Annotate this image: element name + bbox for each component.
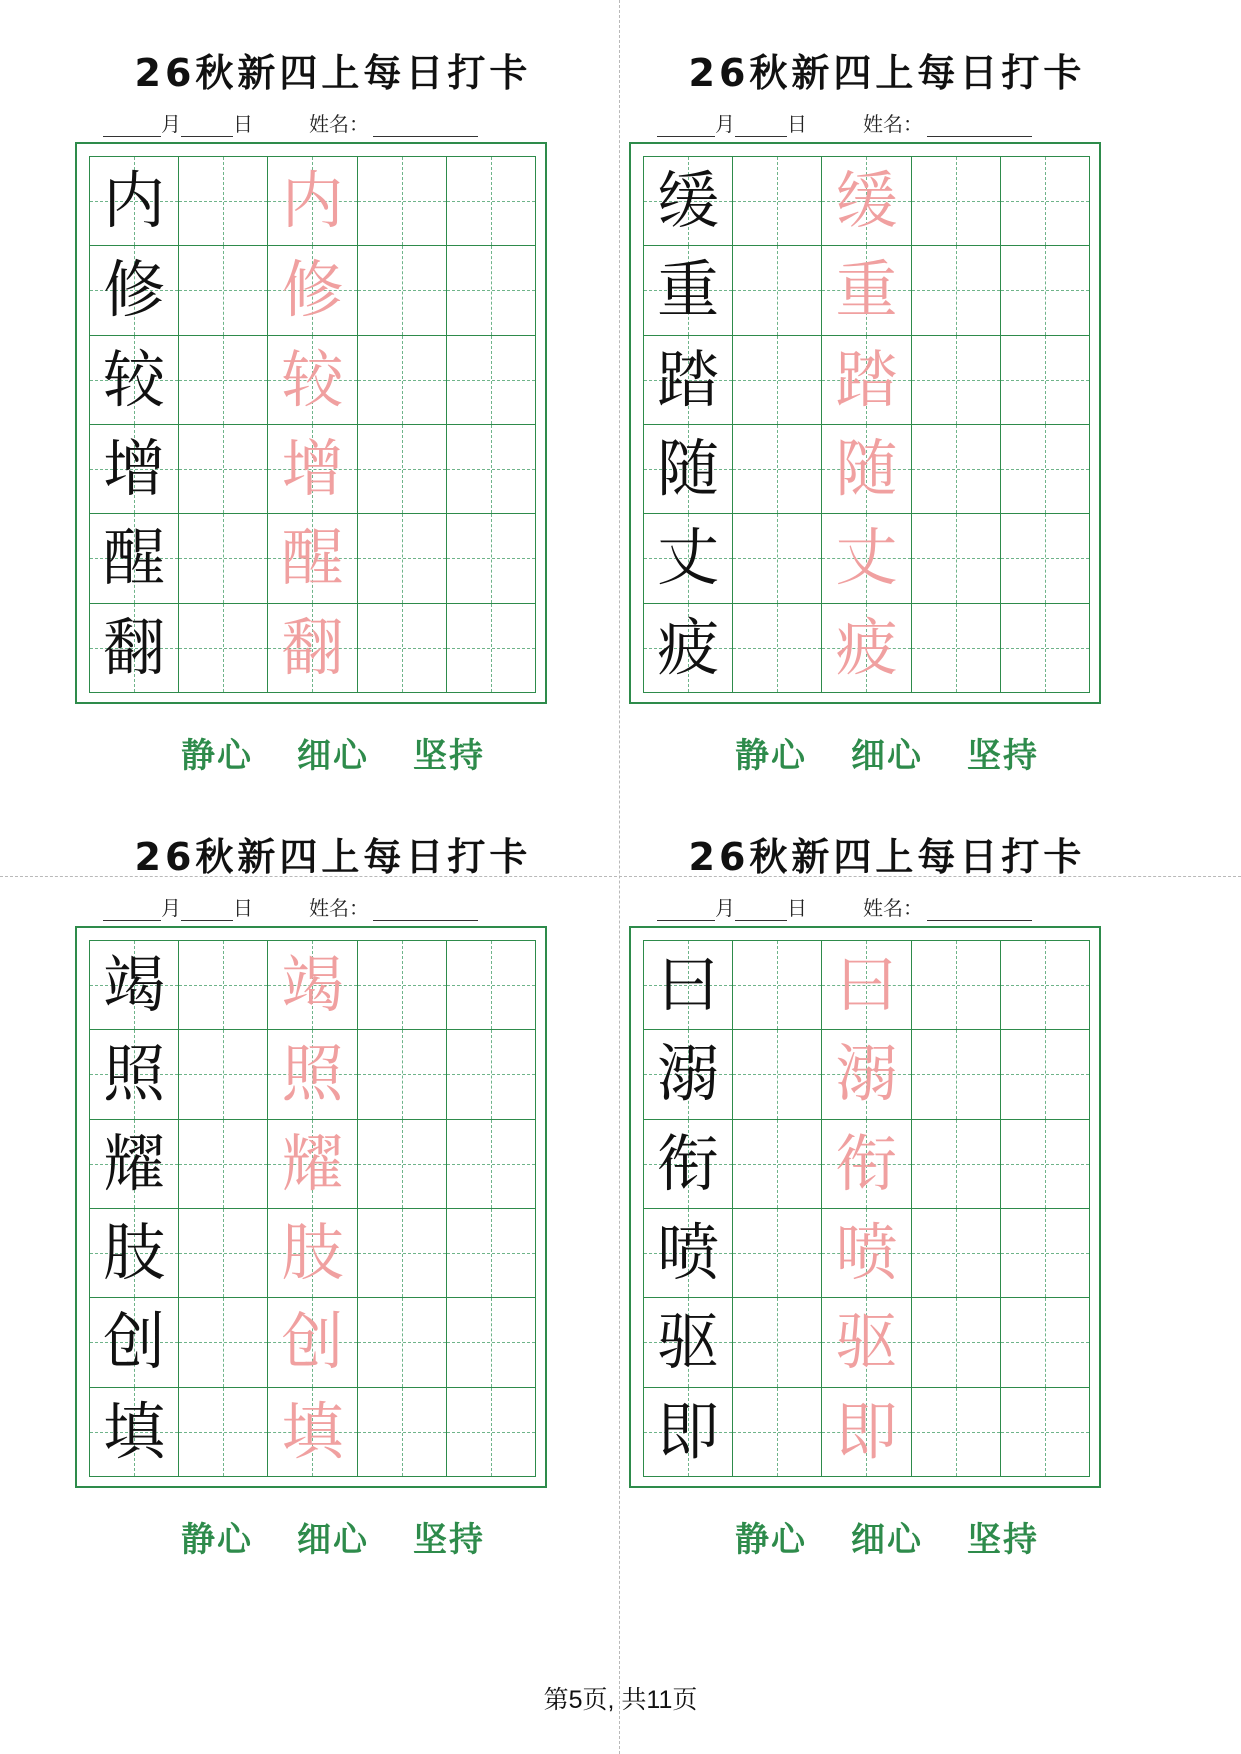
writing-grid-frame	[629, 926, 1101, 1488]
trace-character: 修	[281, 253, 344, 327]
trace-character: 填	[281, 1394, 344, 1468]
blank-practice-cell[interactable]	[447, 157, 536, 246]
model-character: 内	[103, 164, 166, 238]
blank-practice-cell[interactable]	[912, 1209, 1001, 1298]
blank-practice-cell[interactable]	[179, 1388, 268, 1477]
motto-word: 静心	[735, 736, 807, 776]
blank-practice-cell[interactable]	[447, 246, 536, 335]
blank-practice-cell[interactable]	[447, 336, 536, 425]
writing-grid-frame	[629, 142, 1101, 704]
motto-line	[617, 1512, 1157, 1561]
trace-character: 竭	[281, 948, 344, 1022]
model-cell	[90, 1388, 179, 1477]
trace-cell[interactable]	[822, 1298, 911, 1387]
day-label: 日	[233, 896, 253, 920]
trace-character: 翻	[281, 610, 344, 684]
blank-practice-cell[interactable]	[912, 514, 1001, 603]
blank-practice-cell[interactable]	[358, 604, 447, 693]
model-character: 丈	[657, 521, 720, 595]
blank-practice-cell[interactable]	[1001, 1120, 1090, 1209]
motto-word: 细心	[851, 1520, 923, 1560]
practice-card	[617, 0, 1157, 860]
trace-character: 增	[281, 432, 344, 506]
month-label: 月	[715, 112, 735, 136]
blank-practice-cell[interactable]	[1001, 941, 1090, 1030]
blank-practice-cell[interactable]	[358, 941, 447, 1030]
model-cell	[644, 604, 733, 693]
model-character: 肢	[103, 1216, 166, 1290]
card-title: 26秋新四上每日打卡	[688, 51, 1086, 95]
trace-cell[interactable]	[268, 1298, 357, 1387]
blank-practice-cell[interactable]	[912, 157, 1001, 246]
model-cell	[90, 941, 179, 1030]
card-title: 26秋新四上每日打卡	[134, 51, 532, 95]
trace-cell[interactable]	[268, 1120, 357, 1209]
blank-practice-cell[interactable]	[912, 604, 1001, 693]
trace-cell[interactable]	[822, 1030, 911, 1119]
blank-practice-cell[interactable]	[912, 1388, 1001, 1477]
blank-practice-cell[interactable]	[733, 604, 822, 693]
trace-character: 醒	[281, 521, 344, 595]
blank-practice-cell[interactable]	[733, 514, 822, 603]
model-character: 照	[103, 1037, 166, 1111]
model-cell	[90, 1030, 179, 1119]
writing-grid	[89, 940, 536, 1477]
model-character: 溺	[657, 1037, 720, 1111]
blank-practice-cell[interactable]	[733, 1388, 822, 1477]
blank-practice-cell[interactable]	[1001, 604, 1090, 693]
day-label: 日	[787, 112, 807, 136]
blank-practice-cell[interactable]	[912, 336, 1001, 425]
month-label: 月	[161, 112, 181, 136]
blank-practice-cell[interactable]	[912, 1030, 1001, 1119]
model-character: 曰	[657, 948, 720, 1022]
name-label: 姓名：	[863, 112, 923, 136]
blank-practice-cell[interactable]	[447, 941, 536, 1030]
day-blank[interactable]	[735, 116, 787, 137]
motto-word: 坚持	[413, 736, 485, 776]
blank-practice-cell[interactable]	[733, 1030, 822, 1119]
motto-word: 坚持	[413, 1520, 485, 1560]
model-character: 缓	[657, 164, 720, 238]
blank-practice-cell[interactable]	[733, 1298, 822, 1387]
motto-word: 细心	[851, 736, 923, 776]
blank-practice-cell[interactable]	[179, 157, 268, 246]
day-blank[interactable]	[181, 900, 233, 921]
model-cell	[90, 157, 179, 246]
trace-character: 丈	[835, 521, 898, 595]
model-character: 醒	[103, 521, 166, 595]
motto-line	[63, 728, 603, 777]
trace-cell[interactable]	[268, 425, 357, 514]
blank-practice-cell[interactable]	[179, 1120, 268, 1209]
trace-character: 驱	[835, 1305, 898, 1379]
model-cell	[90, 246, 179, 335]
month-label: 月	[161, 896, 181, 920]
blank-practice-cell[interactable]	[358, 1209, 447, 1298]
trace-character: 耀	[281, 1126, 344, 1200]
model-cell	[90, 1120, 179, 1209]
trace-cell[interactable]	[268, 336, 357, 425]
practice-card	[63, 784, 603, 1644]
motto-word: 静心	[735, 1520, 807, 1560]
blank-practice-cell[interactable]	[179, 604, 268, 693]
blank-practice-cell[interactable]	[447, 1209, 536, 1298]
trace-cell[interactable]	[822, 1209, 911, 1298]
trace-character: 疲	[835, 610, 898, 684]
blank-practice-cell[interactable]	[447, 514, 536, 603]
model-cell	[90, 336, 179, 425]
trace-cell[interactable]	[822, 425, 911, 514]
model-character: 耀	[103, 1126, 166, 1200]
motto-line	[617, 728, 1157, 777]
blank-practice-cell[interactable]	[733, 425, 822, 514]
blank-practice-cell[interactable]	[447, 1298, 536, 1387]
name-blank[interactable]	[927, 116, 1032, 137]
name-label: 姓名：	[863, 896, 923, 920]
day-blank[interactable]	[735, 900, 787, 921]
blank-practice-cell[interactable]	[733, 336, 822, 425]
day-blank[interactable]	[181, 116, 233, 137]
name-label: 姓名：	[309, 896, 369, 920]
blank-practice-cell[interactable]	[358, 336, 447, 425]
month-label: 月	[715, 896, 735, 920]
writing-grid-frame	[75, 142, 547, 704]
blank-practice-cell[interactable]	[1001, 514, 1090, 603]
trace-character: 重	[835, 253, 898, 327]
writing-grid-frame	[75, 926, 547, 1488]
trace-cell[interactable]	[268, 157, 357, 246]
trace-cell[interactable]	[822, 941, 911, 1030]
trace-character: 随	[835, 432, 898, 506]
blank-practice-cell[interactable]	[358, 1388, 447, 1477]
blank-practice-cell[interactable]	[1001, 1388, 1090, 1477]
blank-practice-cell[interactable]	[912, 246, 1001, 335]
month-blank[interactable]	[657, 116, 715, 137]
trace-cell[interactable]	[822, 1388, 911, 1477]
practice-card	[63, 0, 603, 860]
blank-practice-cell[interactable]	[358, 1030, 447, 1119]
blank-practice-cell[interactable]	[1001, 157, 1090, 246]
blank-practice-cell[interactable]	[1001, 336, 1090, 425]
blank-practice-cell[interactable]	[358, 246, 447, 335]
trace-cell[interactable]	[822, 604, 911, 693]
model-character: 疲	[657, 610, 720, 684]
blank-practice-cell[interactable]	[179, 1030, 268, 1119]
date-name-line	[103, 108, 563, 134]
blank-practice-cell[interactable]	[1001, 1030, 1090, 1119]
trace-cell[interactable]	[268, 604, 357, 693]
blank-practice-cell[interactable]	[447, 604, 536, 693]
model-character: 喷	[657, 1216, 720, 1290]
trace-character: 即	[835, 1394, 898, 1468]
motto-word: 细心	[297, 1520, 369, 1560]
model-character: 填	[103, 1394, 166, 1468]
model-cell	[90, 604, 179, 693]
model-cell	[90, 514, 179, 603]
model-cell	[644, 1030, 733, 1119]
blank-practice-cell[interactable]	[1001, 425, 1090, 514]
date-name-line	[657, 108, 1117, 134]
trace-character: 曰	[835, 948, 898, 1022]
blank-practice-cell[interactable]	[179, 246, 268, 335]
blank-practice-cell[interactable]	[1001, 246, 1090, 335]
model-character: 重	[657, 253, 720, 327]
month-blank[interactable]	[657, 900, 715, 921]
trace-character: 溺	[835, 1037, 898, 1111]
model-character: 竭	[103, 948, 166, 1022]
model-character: 增	[103, 432, 166, 506]
model-character: 衔	[657, 1126, 720, 1200]
blank-practice-cell[interactable]	[912, 425, 1001, 514]
model-cell	[644, 941, 733, 1030]
card-title: 26秋新四上每日打卡	[134, 835, 532, 879]
name-blank[interactable]	[373, 116, 478, 137]
trace-cell[interactable]	[268, 1030, 357, 1119]
trace-cell[interactable]	[268, 941, 357, 1030]
blank-practice-cell[interactable]	[179, 941, 268, 1030]
blank-practice-cell[interactable]	[179, 1298, 268, 1387]
blank-practice-cell[interactable]	[447, 1030, 536, 1119]
blank-practice-cell[interactable]	[358, 514, 447, 603]
writing-grid	[643, 940, 1090, 1477]
month-blank[interactable]	[103, 900, 161, 921]
name-blank[interactable]	[927, 900, 1032, 921]
trace-cell[interactable]	[822, 514, 911, 603]
model-cell	[90, 1298, 179, 1387]
blank-practice-cell[interactable]	[179, 425, 268, 514]
model-character: 随	[657, 432, 720, 506]
blank-practice-cell[interactable]	[447, 1388, 536, 1477]
model-cell	[644, 157, 733, 246]
trace-cell[interactable]	[822, 1120, 911, 1209]
motto-word: 坚持	[967, 1520, 1039, 1560]
blank-practice-cell[interactable]	[358, 1298, 447, 1387]
day-label: 日	[233, 112, 253, 136]
trace-character: 照	[281, 1037, 344, 1111]
blank-practice-cell[interactable]	[358, 425, 447, 514]
model-cell	[644, 1298, 733, 1387]
trace-cell[interactable]	[268, 1388, 357, 1477]
motto-word: 静心	[181, 1520, 253, 1560]
trace-character: 较	[281, 342, 344, 416]
month-blank[interactable]	[103, 116, 161, 137]
blank-practice-cell[interactable]	[179, 1209, 268, 1298]
blank-practice-cell[interactable]	[912, 941, 1001, 1030]
model-character: 创	[103, 1305, 166, 1379]
motto-line	[63, 1512, 603, 1561]
blank-practice-cell[interactable]	[733, 246, 822, 335]
writing-grid	[89, 156, 536, 693]
model-character: 踏	[657, 342, 720, 416]
model-character: 翻	[103, 610, 166, 684]
trace-character: 衔	[835, 1126, 898, 1200]
model-cell	[644, 1388, 733, 1477]
trace-character: 创	[281, 1305, 344, 1379]
day-label: 日	[787, 896, 807, 920]
model-cell	[644, 1120, 733, 1209]
model-cell	[644, 1209, 733, 1298]
model-character: 较	[103, 342, 166, 416]
motto-word: 坚持	[967, 736, 1039, 776]
date-name-line	[103, 892, 563, 918]
blank-practice-cell[interactable]	[358, 1120, 447, 1209]
model-character: 即	[657, 1394, 720, 1468]
trace-character: 内	[281, 164, 344, 238]
motto-word: 静心	[181, 736, 253, 776]
model-character: 修	[103, 253, 166, 327]
model-cell	[644, 514, 733, 603]
motto-word: 细心	[297, 736, 369, 776]
trace-character: 缓	[835, 164, 898, 238]
trace-cell[interactable]	[268, 514, 357, 603]
blank-practice-cell[interactable]	[447, 425, 536, 514]
trace-cell[interactable]	[822, 246, 911, 335]
page-footer: 第5页, 共11页	[543, 1686, 698, 1714]
model-cell	[644, 246, 733, 335]
trace-character: 肢	[281, 1216, 344, 1290]
blank-practice-cell[interactable]	[733, 157, 822, 246]
model-cell	[644, 425, 733, 514]
blank-practice-cell[interactable]	[1001, 1298, 1090, 1387]
blank-practice-cell[interactable]	[358, 157, 447, 246]
trace-cell[interactable]	[268, 246, 357, 335]
trace-cell[interactable]	[822, 157, 911, 246]
date-name-line	[657, 892, 1117, 918]
blank-practice-cell[interactable]	[179, 336, 268, 425]
practice-card	[617, 784, 1157, 1644]
model-cell	[90, 425, 179, 514]
trace-character: 喷	[835, 1216, 898, 1290]
trace-character: 踏	[835, 342, 898, 416]
blank-practice-cell[interactable]	[733, 941, 822, 1030]
card-title: 26秋新四上每日打卡	[688, 835, 1086, 879]
blank-practice-cell[interactable]	[733, 1209, 822, 1298]
model-character: 驱	[657, 1305, 720, 1379]
blank-practice-cell[interactable]	[1001, 1209, 1090, 1298]
name-blank[interactable]	[373, 900, 478, 921]
name-label: 姓名：	[309, 112, 369, 136]
blank-practice-cell[interactable]	[733, 1120, 822, 1209]
writing-grid	[643, 156, 1090, 693]
trace-cell[interactable]	[822, 336, 911, 425]
blank-practice-cell[interactable]	[912, 1120, 1001, 1209]
model-cell	[90, 1209, 179, 1298]
blank-practice-cell[interactable]	[447, 1120, 536, 1209]
blank-practice-cell[interactable]	[179, 514, 268, 603]
trace-cell[interactable]	[268, 1209, 357, 1298]
model-cell	[644, 336, 733, 425]
blank-practice-cell[interactable]	[912, 1298, 1001, 1387]
